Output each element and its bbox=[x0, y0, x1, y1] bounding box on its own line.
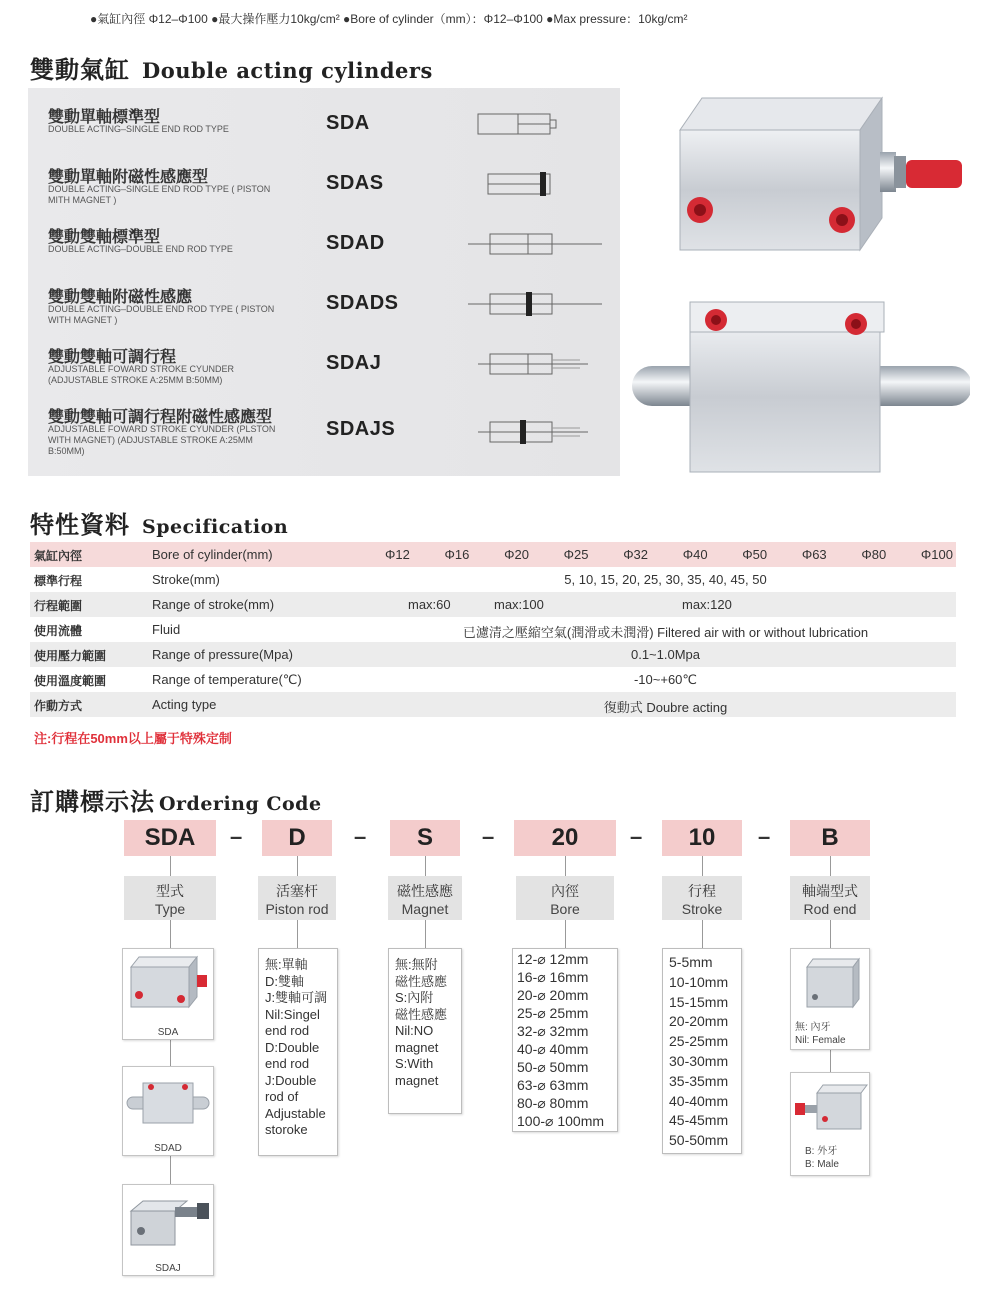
bore-options bbox=[512, 948, 618, 1132]
bore-value: Φ100 bbox=[920, 547, 953, 562]
option-line: end rod bbox=[265, 1056, 310, 1071]
type-card-sda bbox=[122, 948, 214, 1040]
option-line: storoke bbox=[265, 1122, 308, 1137]
bore-value: Φ40 bbox=[682, 547, 708, 562]
connector-line bbox=[830, 920, 831, 948]
spec-label-en: Range of temperature(℃) bbox=[152, 672, 302, 687]
spec-label-zh: 標準行程 bbox=[34, 574, 83, 588]
code-bore: 20 bbox=[514, 820, 616, 856]
range-value-small: max:60 bbox=[408, 597, 451, 612]
type-card-sdad bbox=[122, 1066, 214, 1156]
label-zh: 磁性感應 bbox=[397, 883, 453, 899]
option-line: 20-⌀ 20mm bbox=[517, 987, 589, 1003]
connector-line bbox=[297, 920, 298, 948]
spec-value: 復動式 Doubre acting bbox=[603, 700, 728, 715]
double-rod-symbol-icon bbox=[468, 226, 608, 262]
female-rod-end-photo-icon bbox=[791, 949, 869, 1019]
sda-mini-photo-icon bbox=[123, 949, 213, 1019]
section-title-ordering bbox=[30, 782, 322, 817]
code-dash: – bbox=[630, 824, 643, 849]
model-code: SDAD bbox=[326, 232, 385, 254]
model-name-zh: 雙動雙軸可調行程附磁性感應型 bbox=[48, 409, 273, 426]
option-line: 45-45mm bbox=[669, 1112, 729, 1129]
spec-row-bore bbox=[30, 542, 956, 567]
connector-line bbox=[565, 856, 566, 876]
section-title-en: Specification bbox=[142, 516, 289, 538]
model-name-zh: 雙動雙軸標準型 bbox=[48, 229, 161, 246]
label-bore bbox=[516, 876, 614, 920]
option-line: 40-⌀ 40mm bbox=[517, 1041, 589, 1057]
bore-value: Φ25 bbox=[563, 547, 589, 562]
spec-label-en: Range of pressure(Mpa) bbox=[152, 647, 293, 662]
option-line: 40-40mm bbox=[669, 1092, 729, 1109]
type-caption: SDAJ bbox=[155, 1263, 181, 1274]
section-title-en: Ordering Code bbox=[159, 793, 322, 815]
option-line: 20-20mm bbox=[669, 1013, 729, 1030]
option-line: magnet bbox=[395, 1072, 439, 1088]
spec-label-zh: 使用流體 bbox=[34, 624, 83, 638]
option-line: D:雙軸 bbox=[265, 973, 305, 989]
spec-row-fluid bbox=[30, 617, 956, 642]
spec-label-en: Bore of cylinder(mm) bbox=[152, 547, 273, 562]
label-magnet bbox=[388, 876, 462, 920]
label-stroke bbox=[662, 876, 742, 920]
sdad-cylinder-photo-icon bbox=[632, 302, 970, 472]
section-title-spec bbox=[30, 505, 288, 540]
spec-label-zh: 使用溫度範圍 bbox=[34, 674, 107, 688]
rod-end-card-female bbox=[790, 948, 870, 1050]
rod-end-card-male bbox=[790, 1072, 870, 1176]
cylinder-magnet-symbol-icon bbox=[468, 166, 608, 202]
model-name-zh: 雙動單軸附磁性感應型 bbox=[48, 169, 209, 186]
connector-line bbox=[170, 856, 171, 876]
model-name-zh: 雙動單軸標準型 bbox=[48, 109, 161, 126]
sda-cylinder-photo-icon bbox=[680, 98, 962, 250]
option-line: 35-35mm bbox=[669, 1072, 729, 1089]
model-name-zh: 雙動雙軸可調行程 bbox=[48, 349, 177, 366]
spec-value: 已濾清之壓縮空氣(潤滑或未潤滑) Filtered air with or without lubrication bbox=[462, 625, 869, 640]
code-dash: – bbox=[230, 824, 243, 849]
model-name-en: ADJUSTABLE FOWARD STROKE CYUNDER (PLSTON WITH MAGNET) (ADJUSTABLE STROKE A:25MM B:50MM) bbox=[48, 424, 276, 456]
bore-value: Φ63 bbox=[801, 547, 827, 562]
option-line: 16-⌀ 16mm bbox=[517, 969, 589, 985]
type-caption: SDAD bbox=[154, 1143, 182, 1154]
model-name-en: DOUBLE ACTING–DOUBLE END ROD TYPE ( PISTON WITH MAGNET ) bbox=[48, 304, 275, 325]
connector-line bbox=[702, 856, 703, 876]
bore-value: Φ20 bbox=[504, 547, 529, 562]
code-stroke: 10 bbox=[662, 820, 742, 856]
label-zh: 軸端型式 bbox=[802, 883, 858, 899]
piston-rod-options bbox=[258, 948, 338, 1156]
option-line: J:雙軸可調 bbox=[265, 990, 328, 1005]
model-name-en: DOUBLE ACTING–SINGLE END ROD TYPE ( PISTON MITH MAGNET ) bbox=[48, 184, 271, 205]
option-line: 32-⌀ 32mm bbox=[517, 1023, 589, 1039]
model-list-panel bbox=[28, 88, 620, 476]
model-code: SDADS bbox=[326, 292, 399, 314]
bore-value: Φ16 bbox=[444, 547, 470, 562]
spec-row-range bbox=[30, 592, 956, 617]
spec-label-en: Stroke(mm) bbox=[152, 572, 220, 587]
section-title-zh: 特性資料 bbox=[30, 510, 130, 539]
stroke-options bbox=[662, 948, 742, 1154]
sdad-mini-photo-icon bbox=[123, 1067, 213, 1137]
bore-value: Φ32 bbox=[623, 547, 649, 562]
option-line: J:Double bbox=[265, 1072, 317, 1088]
code-piston-rod: D bbox=[262, 820, 332, 856]
rod-end-caption bbox=[805, 1145, 839, 1171]
spec-label-en: Range of stroke(mm) bbox=[152, 597, 275, 612]
option-line: 5-5mm bbox=[669, 954, 713, 970]
option-line: 80-⌀ 80mm bbox=[517, 1095, 589, 1111]
spec-label-zh: 氣缸內徑 bbox=[34, 549, 83, 563]
spec-label-zh: 使用壓力範圍 bbox=[34, 649, 107, 663]
adjustable-stroke-symbol-icon bbox=[468, 346, 608, 382]
label-piston-rod bbox=[258, 876, 336, 920]
label-en: Bore bbox=[550, 901, 580, 917]
connector-line bbox=[425, 920, 426, 948]
spec-table bbox=[30, 542, 956, 717]
option-line: 12-⌀ 12mm bbox=[517, 951, 589, 967]
connector-line bbox=[297, 856, 298, 876]
option-line: 無:無附 bbox=[395, 957, 438, 972]
connector-line bbox=[425, 856, 426, 876]
spec-row-pressure bbox=[30, 642, 956, 667]
magnet-options bbox=[388, 948, 462, 1114]
section-title-en: Double acting cylinders bbox=[142, 58, 433, 83]
spec-label-zh: 作動方式 bbox=[34, 699, 83, 713]
cylinder-symbol-icon bbox=[468, 106, 608, 142]
range-value-large: max:120 bbox=[682, 597, 732, 612]
rod-end-caption bbox=[795, 1021, 846, 1047]
option-line: end rod bbox=[265, 1023, 310, 1038]
option-line: 50-50mm bbox=[669, 1132, 729, 1149]
bore-value: Φ80 bbox=[861, 547, 887, 562]
connector-line bbox=[565, 920, 566, 948]
option-line: S:內附 bbox=[395, 990, 434, 1005]
bore-value: Φ12 bbox=[385, 547, 410, 562]
option-line: rod of bbox=[265, 1089, 299, 1104]
option-line: 10-10mm bbox=[669, 973, 729, 990]
label-en: Type bbox=[154, 901, 186, 917]
section-title-double-acting bbox=[30, 50, 433, 85]
rod-end-line1: 無: 內牙 bbox=[795, 1022, 831, 1033]
model-code: SDAJ bbox=[326, 352, 382, 374]
model-name-en: DOUBLE ACTING–DOUBLE END ROD TYPE bbox=[48, 244, 233, 254]
range-value-medium: max:100 bbox=[494, 597, 544, 612]
label-en: Piston rod bbox=[265, 901, 329, 917]
label-rod-end bbox=[790, 876, 870, 920]
option-line: 50-⌀ 50mm bbox=[517, 1059, 589, 1075]
code-dash: – bbox=[482, 824, 495, 849]
option-line: 63-⌀ 63mm bbox=[517, 1077, 589, 1093]
model-code: SDAS bbox=[326, 172, 384, 194]
option-line: 磁性感應 bbox=[395, 1006, 448, 1022]
connector-line bbox=[830, 1050, 831, 1072]
bore-value: Φ50 bbox=[742, 547, 768, 562]
model-name-en: ADJUSTABLE FOWARD STROKE CYUNDER (ADJUSTABLE STROKE A:25MM B:50MM) bbox=[48, 364, 235, 385]
option-line: S:With bbox=[395, 1056, 434, 1071]
option-line: Adjustable bbox=[265, 1105, 326, 1121]
label-type bbox=[124, 876, 216, 920]
label-zh: 行程 bbox=[688, 883, 716, 899]
connector-line bbox=[170, 1040, 171, 1066]
spec-row-temperature bbox=[30, 667, 956, 692]
connector-line bbox=[170, 920, 171, 948]
code-dash: – bbox=[354, 824, 367, 849]
double-rod-magnet-symbol-icon bbox=[468, 286, 608, 322]
spec-row-acting bbox=[30, 692, 956, 717]
spec-value: -10~+60℃ bbox=[633, 672, 698, 687]
spec-row-stroke bbox=[30, 567, 956, 592]
option-line: D:Double bbox=[265, 1039, 320, 1055]
male-rod-end-photo-icon bbox=[791, 1073, 869, 1143]
code-magnet: S bbox=[390, 820, 460, 856]
label-en: Magnet bbox=[401, 901, 449, 917]
section-title-zh: 訂購標示法 bbox=[30, 787, 155, 816]
model-name-zh: 雙動雙軸附磁性感應 bbox=[48, 289, 193, 306]
option-line: 30-30mm bbox=[669, 1052, 729, 1069]
connector-line bbox=[702, 920, 703, 948]
option-line: magnet bbox=[395, 1039, 439, 1055]
spec-label-en: Acting type bbox=[152, 697, 217, 712]
spec-label-en: Fluid bbox=[152, 622, 181, 637]
label-zh: 活塞杆 bbox=[276, 883, 318, 899]
connector-line bbox=[830, 856, 831, 876]
option-line: 無:單軸 bbox=[265, 957, 308, 972]
header-line: ●氣缸內徑 Φ12–Φ100 ●最大操作壓力10kg/cm² ●Bore of cylinder（mm）：Φ12–Φ100 ●Max pressure：10kg/cm² bbox=[90, 12, 688, 26]
type-caption: SDA bbox=[157, 1027, 179, 1038]
code-type: SDA bbox=[124, 820, 216, 856]
option-line: 100-⌀ 100mm bbox=[517, 1113, 605, 1129]
label-zh: 內徑 bbox=[551, 883, 579, 899]
sdaj-mini-photo-icon bbox=[123, 1185, 213, 1255]
option-line: 15-15mm bbox=[669, 993, 729, 1010]
type-card-sdaj bbox=[122, 1184, 214, 1276]
rod-end-line2: B: Male bbox=[805, 1159, 839, 1170]
option-line: Nil:NO bbox=[395, 1023, 434, 1038]
label-en: Stroke bbox=[681, 901, 723, 917]
adjustable-magnet-symbol-icon bbox=[468, 414, 608, 450]
connector-line bbox=[170, 1156, 171, 1184]
rod-end-line2: Nil: Female bbox=[795, 1035, 846, 1046]
spec-note: 注:行程在50mm以上屬于特殊定制 bbox=[34, 731, 232, 746]
code-rod-end: B bbox=[790, 820, 870, 856]
spec-value: 5, 10, 15, 20, 25, 30, 35, 40, 45, 50 bbox=[564, 572, 767, 587]
option-line: 25-25mm bbox=[669, 1033, 729, 1050]
model-code: SDAJS bbox=[326, 418, 396, 440]
option-line: 25-⌀ 25mm bbox=[517, 1005, 589, 1021]
section-title-zh: 雙動氣缸 bbox=[30, 55, 130, 84]
option-line: Nil:Singel bbox=[265, 1006, 320, 1022]
option-line: 磁性感應 bbox=[395, 973, 448, 989]
label-en: Rod end bbox=[803, 901, 857, 917]
spec-value: 0.1~1.0Mpa bbox=[630, 647, 701, 662]
code-dash: – bbox=[758, 824, 771, 849]
product-photos bbox=[630, 90, 970, 480]
model-name-en: DOUBLE ACTING–SINGLE END ROD TYPE bbox=[48, 124, 229, 134]
spec-label-zh: 行程範圍 bbox=[34, 599, 83, 613]
model-code: SDA bbox=[326, 112, 370, 134]
bore-values bbox=[385, 547, 953, 562]
label-zh: 型式 bbox=[156, 883, 184, 899]
rod-end-line1: B: 外牙 bbox=[805, 1146, 838, 1157]
